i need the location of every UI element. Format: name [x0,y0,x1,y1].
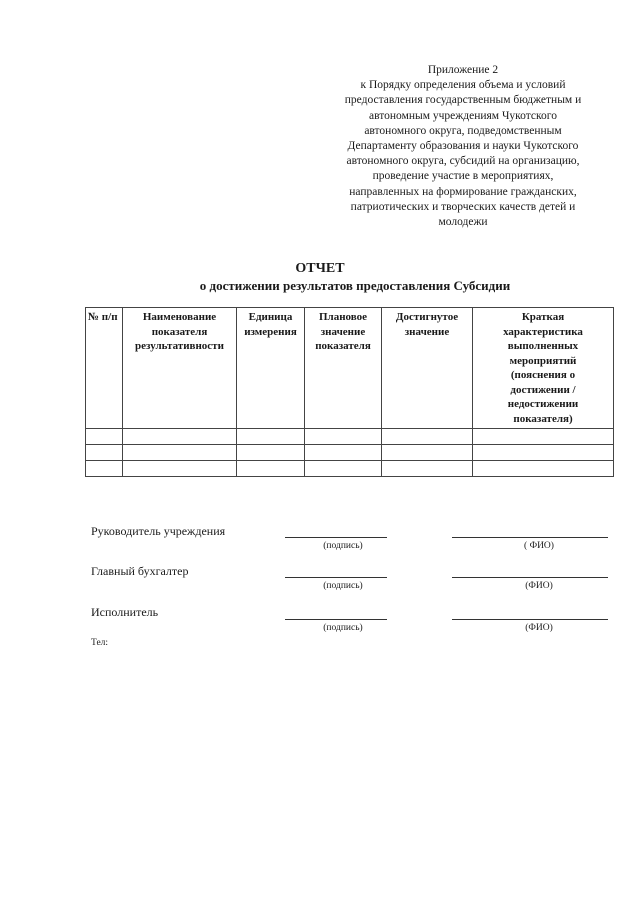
header-unit: Единица измерения [237,308,305,429]
table-cell [473,461,614,477]
table-row [86,445,614,461]
table-cell [237,445,305,461]
table-row [86,429,614,445]
appendix-line: к Порядку определения объема и условий [360,79,566,92]
appendix-line: направленных на формирование гражданских, [349,185,577,198]
signature-line-accountant [285,577,387,578]
table-cell [237,461,305,477]
appendix-line: автономного округа, субсидий на организацию, [346,155,580,168]
table-cell [86,445,123,461]
appendix-line: патриотических и творческих качеств детей и [350,200,576,213]
signature-role-executor: Исполнитель [91,605,159,619]
table-cell [473,445,614,461]
table-cell [86,461,123,477]
name-line-director [452,537,608,538]
header-number: № п/п [86,308,123,429]
signature-role-director: Руководитель учреждения [91,524,226,538]
name-caption-executor: (ФИО) [525,623,553,633]
header-planned-value: Плановое значение показателя [305,308,382,429]
table-cell [382,461,473,477]
report-title: ОТЧЕТ [295,261,345,276]
table-cell [86,429,123,445]
signature-caption-accountant: (подпись) [323,581,363,591]
appendix-header [318,63,608,230]
table-cell [123,445,237,461]
signature-role-accountant: Главный бухгалтер [91,564,189,578]
header-description [473,308,614,429]
appendix-line: предоставления государственным бюджетным и [344,94,582,107]
phone-label: Тел: [91,638,109,648]
table-cell [305,429,382,445]
table-row [86,461,614,477]
name-caption-director: ( ФИО) [524,541,554,551]
appendix-line: Департаменту образования и науки Чукотского [347,140,579,153]
appendix-line: автономным учреждениям Чукотского [369,109,557,122]
header-indicator-name: Наименование показателя результативности [123,308,237,429]
name-line-executor [452,619,608,620]
report-table [85,307,614,477]
table-cell [237,429,305,445]
report-subtitle: о достижении результатов предоставления Субсидии [199,278,511,293]
table-cell [305,461,382,477]
table-cell [123,461,237,477]
table-cell [305,445,382,461]
signature-line-executor [285,619,387,620]
appendix-line: проведение участие в мероприятиях, [372,170,554,183]
signature-caption-executor: (подпись) [323,623,363,633]
appendix-line: молодежи [438,216,488,229]
name-caption-accountant: (ФИО) [525,581,553,591]
table-cell [123,429,237,445]
header-achieved-value: Достигнутое значение [382,308,473,429]
table-header-row [86,308,614,429]
header-description-text: Краткая характеристика выполненных мероприятий (пояснения о достижении /недостижении показателя) [503,311,583,425]
table-cell [382,429,473,445]
signature-caption-director: (подпись) [323,541,363,551]
appendix-line: автономного округа, подведомственным [364,124,562,137]
name-line-accountant [452,577,608,578]
table-cell [382,445,473,461]
appendix-line: Приложение 2 [427,64,499,76]
table-cell [473,429,614,445]
signature-line-director [285,537,387,538]
